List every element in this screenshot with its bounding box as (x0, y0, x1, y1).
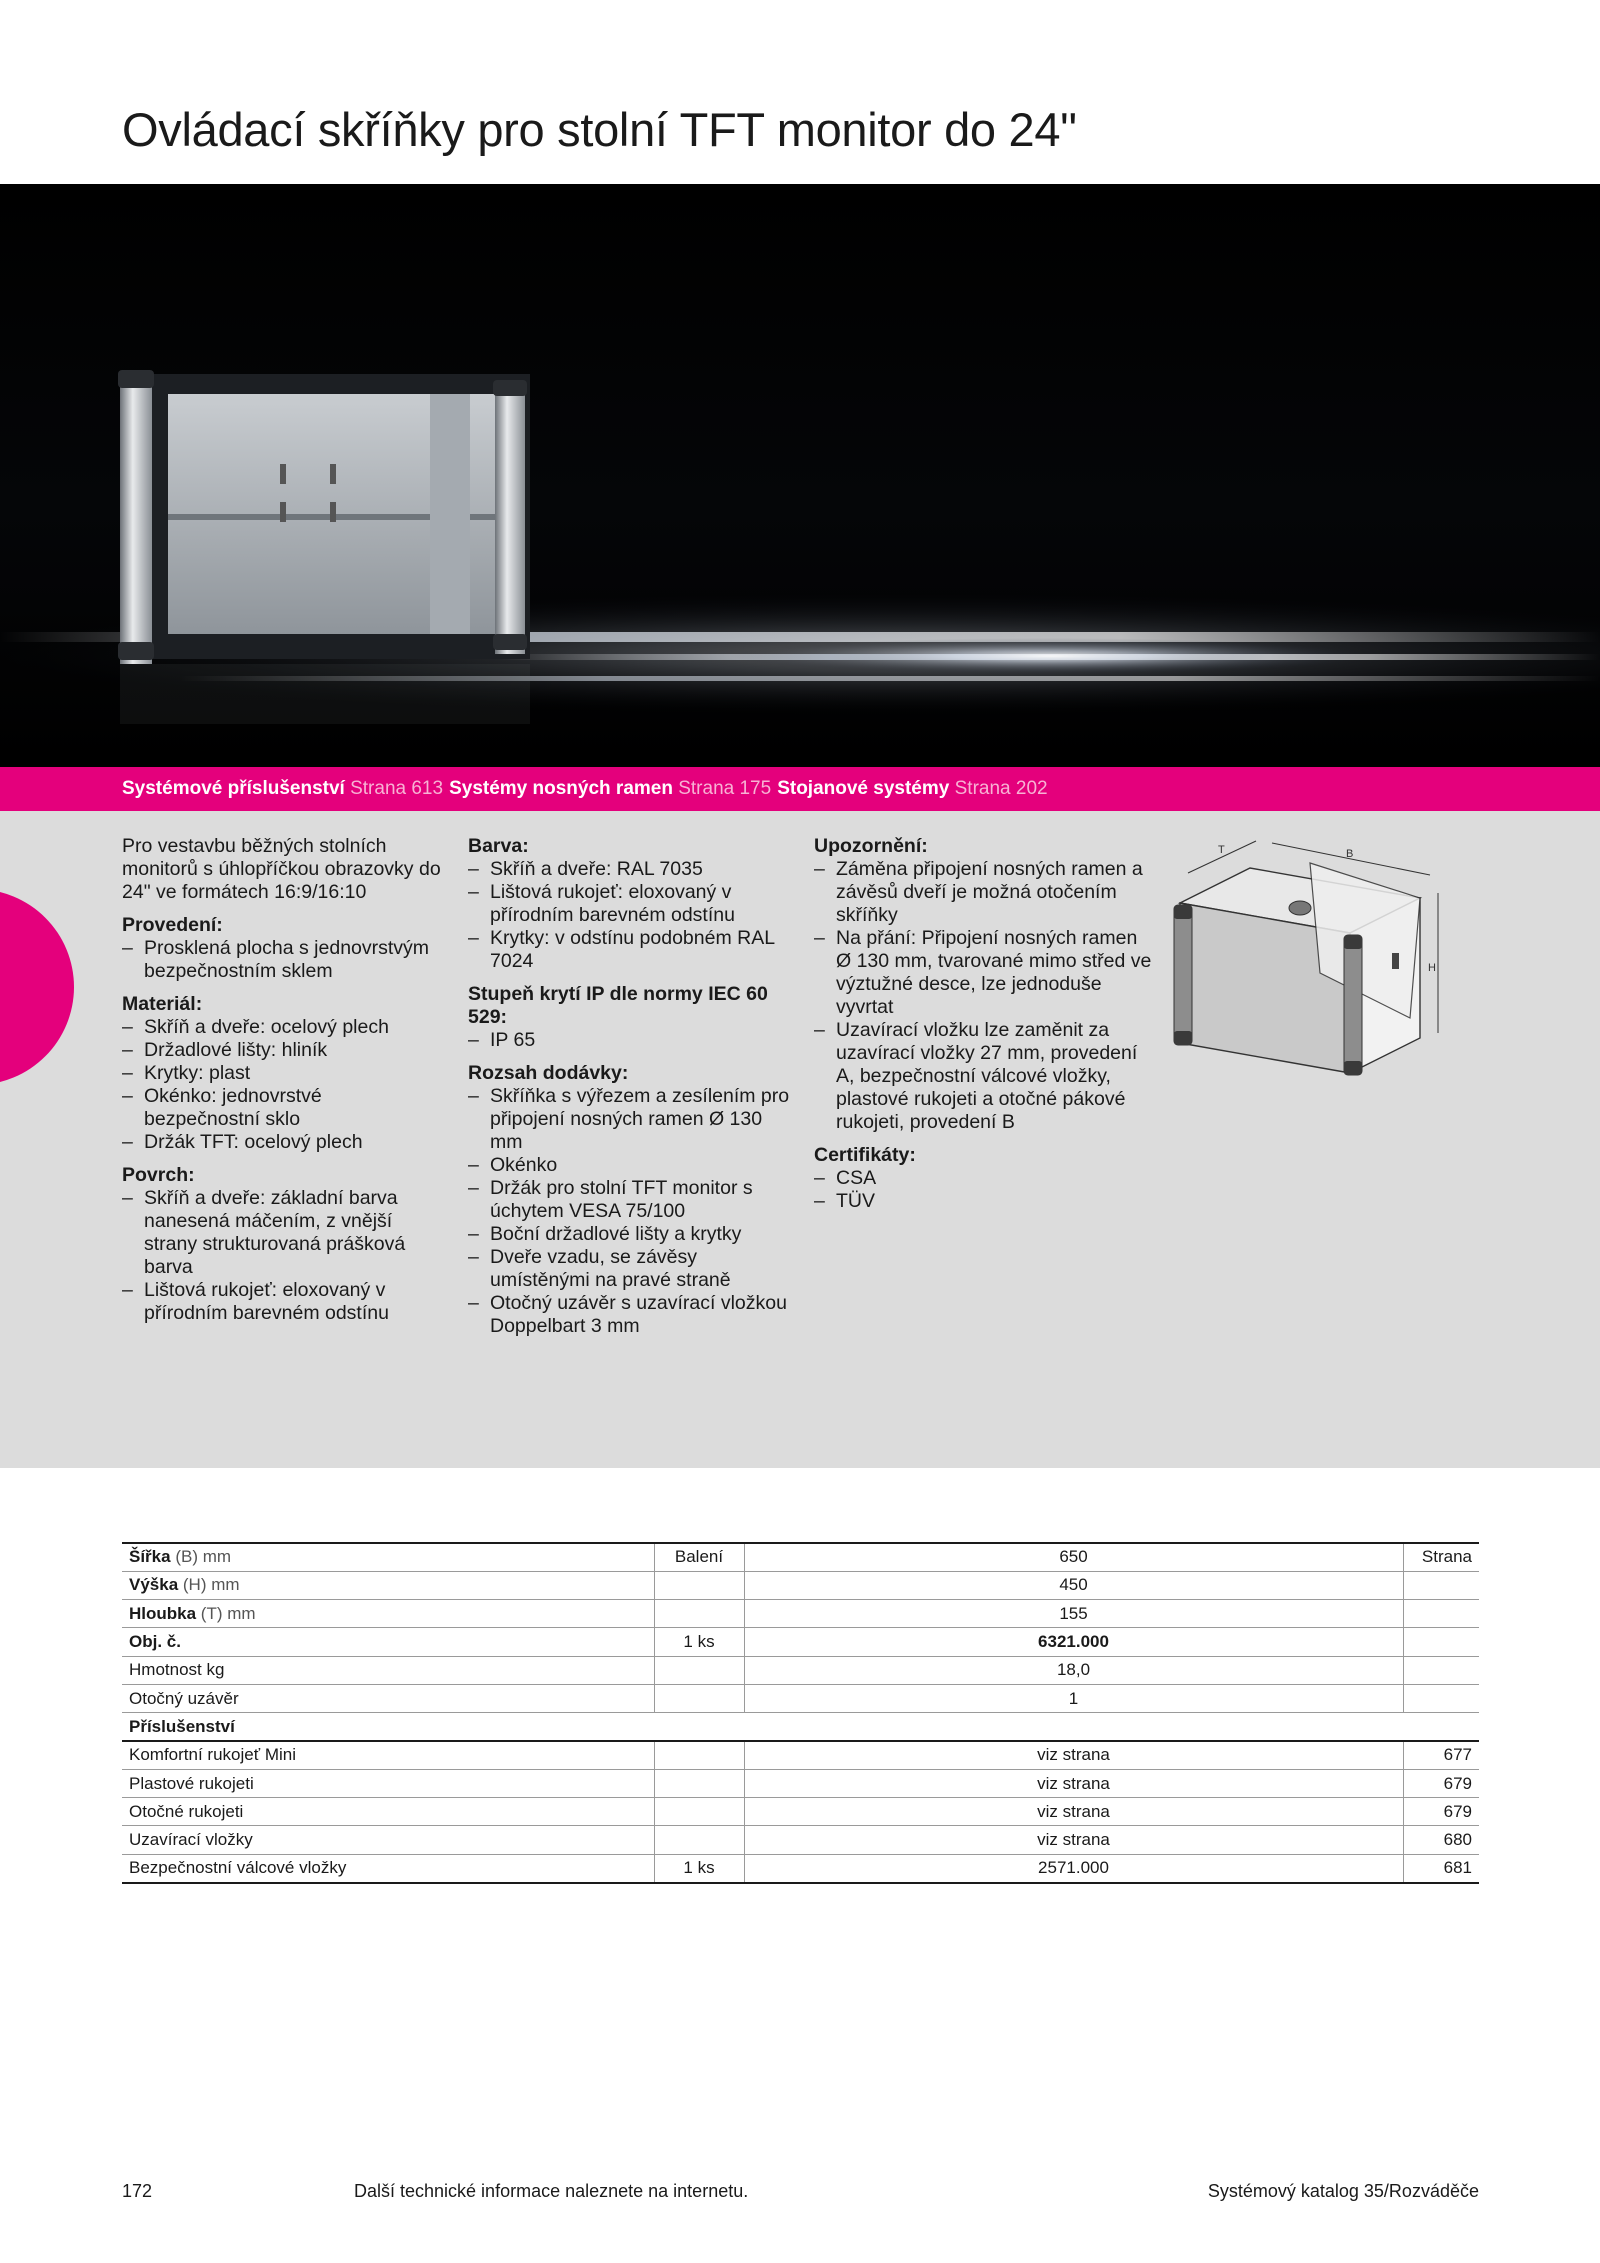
section-heading: Rozsah dodávky: (468, 1062, 629, 1084)
list-item: – Skříň a dveře: ocelový plech (122, 1016, 442, 1039)
pack-cell (654, 1741, 744, 1769)
order-number: 6321.000 (1038, 1632, 1109, 1652)
list-item: – IP 65 (468, 1029, 798, 1052)
page-cell (1403, 1628, 1479, 1656)
value-cell: viz strana (744, 1769, 1403, 1797)
pack-cell: Balení (654, 1543, 744, 1571)
table-row (122, 1600, 1479, 1628)
accessory-name: Bezpečnostní válcové vložky (122, 1854, 654, 1882)
table-section-row (122, 1713, 1479, 1741)
list-item: – TÜV (814, 1190, 1154, 1213)
page-cell: 677 (1403, 1741, 1479, 1769)
value-cell: viz strana (744, 1798, 1403, 1826)
accent-circle (0, 889, 74, 1085)
page-cell: Strana (1403, 1543, 1479, 1571)
dim-label-b: B (1346, 848, 1354, 860)
section-heading: Materiál: (122, 993, 203, 1015)
row-label: Šířka (129, 1547, 171, 1567)
value-cell: 2571.000 (744, 1854, 1403, 1882)
row-label: Obj. č. (129, 1632, 181, 1652)
info-column-2 (468, 835, 798, 1338)
list-item: – Skříň a dveře: RAL 7035 (468, 858, 798, 881)
list-item: – Držák pro stolní TFT monitor s úchytem VESA 75/100 (468, 1177, 798, 1223)
accessory-name: Komfortní rukojeť Mini (122, 1741, 654, 1769)
list-item: – Okénko: jednovrstvé bezpečnostní sklo (122, 1085, 442, 1131)
xref-support-arm-systems[interactable]: Systémy nosných ramen Strana 175 (449, 778, 772, 799)
row-label: Výška (129, 1575, 179, 1595)
product-photo (0, 184, 1600, 767)
info-column-3 (814, 835, 1154, 1213)
pack-cell (654, 1656, 744, 1684)
page-cell (1403, 1600, 1479, 1628)
list-item: – Uzavírací vložku lze zaměnit za uzavírací vložky 27 mm, provedení A, bezpečnostní válcové vložky, plastové rukojeti a otočné pákové rukojeti, provedení B (814, 1019, 1154, 1134)
value-cell: viz strana (744, 1826, 1403, 1854)
row-unit: (T) mm (196, 1603, 256, 1623)
hero-image (0, 184, 1600, 767)
value-cell: 650 (744, 1543, 1403, 1571)
value-cell: 18,0 (744, 1656, 1403, 1684)
dim-label-t: T (1218, 844, 1225, 856)
page-cell: 679 (1403, 1769, 1479, 1797)
page-cell (1403, 1684, 1479, 1712)
table-row (122, 1741, 1479, 1769)
dim-label-h: H (1428, 962, 1436, 974)
table-row (122, 1826, 1479, 1854)
pack-cell (654, 1684, 744, 1712)
page-title: Ovládací skříňky pro stolní TFT monitor do 24" (122, 103, 1077, 156)
section-heading: Upozornění: (814, 835, 928, 857)
xref-system-accessories[interactable]: Systémové příslušenství Strana 613 (122, 778, 444, 799)
page-number: 172 (122, 2181, 153, 2201)
list-item: – Záměna připojení nosných ramen a závěsů dveří je možná otočením skříňky (814, 858, 1154, 927)
spec-table (122, 1542, 1479, 1884)
value-cell: 1 (744, 1684, 1403, 1712)
pack-cell (654, 1600, 744, 1628)
accessory-name: Plastové rukojeti (122, 1769, 654, 1797)
table-row (122, 1571, 1479, 1599)
list-item: – Okénko (468, 1154, 798, 1177)
row-unit: Hmotnost kg (129, 1660, 225, 1680)
section-heading: Stupeň krytí IP dle normy IEC 60 529: (468, 983, 768, 1028)
accessory-name: Otočné rukojeti (122, 1798, 654, 1826)
list-item: – CSA (814, 1167, 1154, 1190)
pack-cell (654, 1571, 744, 1599)
table-row (122, 1854, 1479, 1882)
list-item: – Dveře vzadu, se závěsy umístěnými na pravé straně (468, 1246, 798, 1292)
value-cell: viz strana (744, 1741, 1403, 1769)
list-item: – Otočný uzávěr s uzavírací vložkou Doppelbart 3 mm (468, 1292, 798, 1338)
list-item: – Boční držadlové lišty a krytky (468, 1223, 798, 1246)
dimension-drawing (1160, 833, 1450, 1123)
section-heading: Certifikáty: (814, 1144, 916, 1166)
page-cell: 679 (1403, 1798, 1479, 1826)
row-unit: (H) mm (178, 1575, 240, 1595)
section-heading: Povrch: (122, 1164, 195, 1186)
list-item: – Držadlové lišty: hliník (122, 1039, 442, 1062)
value-cell: 450 (744, 1571, 1403, 1599)
pack-cell: 1 ks (654, 1628, 744, 1656)
page-cell: 680 (1403, 1826, 1479, 1854)
list-item: – Skříňka s výřezem a zesílením pro připojení nosných ramen Ø 130 mm (468, 1085, 798, 1154)
table-row (122, 1798, 1479, 1826)
section-heading: Barva: (468, 835, 529, 857)
accessories-heading: Příslušenství (122, 1713, 1479, 1741)
xref-pedestal-systems[interactable]: Stojanové systémy Strana 202 (777, 778, 1048, 799)
pack-cell (654, 1798, 744, 1826)
list-item: – Lištová rukojeť: eloxovaný v přírodním barevném odstínu (122, 1279, 442, 1325)
row-label: Hloubka (129, 1603, 197, 1623)
row-unit: (B) mm (170, 1547, 232, 1567)
table-row (122, 1628, 1479, 1656)
pack-cell (654, 1769, 744, 1797)
product-info-panel (0, 811, 1600, 1468)
info-column-1 (122, 835, 442, 1325)
table-row (122, 1656, 1479, 1684)
list-item: – Prosklená plocha s jednovrstvým bezpečnostním sklem (122, 937, 442, 983)
value-cell: 155 (744, 1600, 1403, 1628)
footer-note: Další technické informace naleznete na internetu. (354, 2181, 749, 2201)
page-cell (1403, 1571, 1479, 1599)
pack-cell (654, 1826, 744, 1854)
row-unit: Otočný uzávěr (129, 1688, 239, 1708)
cabinet-illustration (118, 370, 530, 724)
list-item: – Krytky: plast (122, 1062, 442, 1085)
footer-catalog: Systémový katalog 35/Rozváděče (1207, 2181, 1479, 2201)
list-item: – Lištová rukojeť: eloxovaný v přírodním barevném odstínu (468, 881, 798, 927)
page-cell: 681 (1403, 1854, 1479, 1882)
table-row (122, 1769, 1479, 1797)
list-item: – Skříň a dveře: základní barva nanesená máčením, z vnější strany strukturovaná prášková barva (122, 1187, 442, 1279)
list-item: – Držák TFT: ocelový plech (122, 1131, 442, 1154)
intro-text: Pro vestavbu běžných stolních monitorů s úhlopříčkou obrazovky do 24" ve formátech 16:9/16:10 (122, 835, 441, 903)
section-heading: Provedení: (122, 914, 223, 936)
list-item: – Na přání: Připojení nosných ramen Ø 130 mm, tvarované mimo střed ve výztužné desce, lze jednoduše vyvrtat (814, 927, 1154, 1019)
page-cell (1403, 1656, 1479, 1684)
accessory-name: Uzavírací vložky (122, 1826, 654, 1854)
table-row (122, 1543, 1479, 1571)
table-row (122, 1684, 1479, 1712)
cross-reference-bar (0, 767, 1600, 811)
list-item: – Krytky: v odstínu podobném RAL 7024 (468, 927, 798, 973)
pack-cell: 1 ks (654, 1854, 744, 1882)
